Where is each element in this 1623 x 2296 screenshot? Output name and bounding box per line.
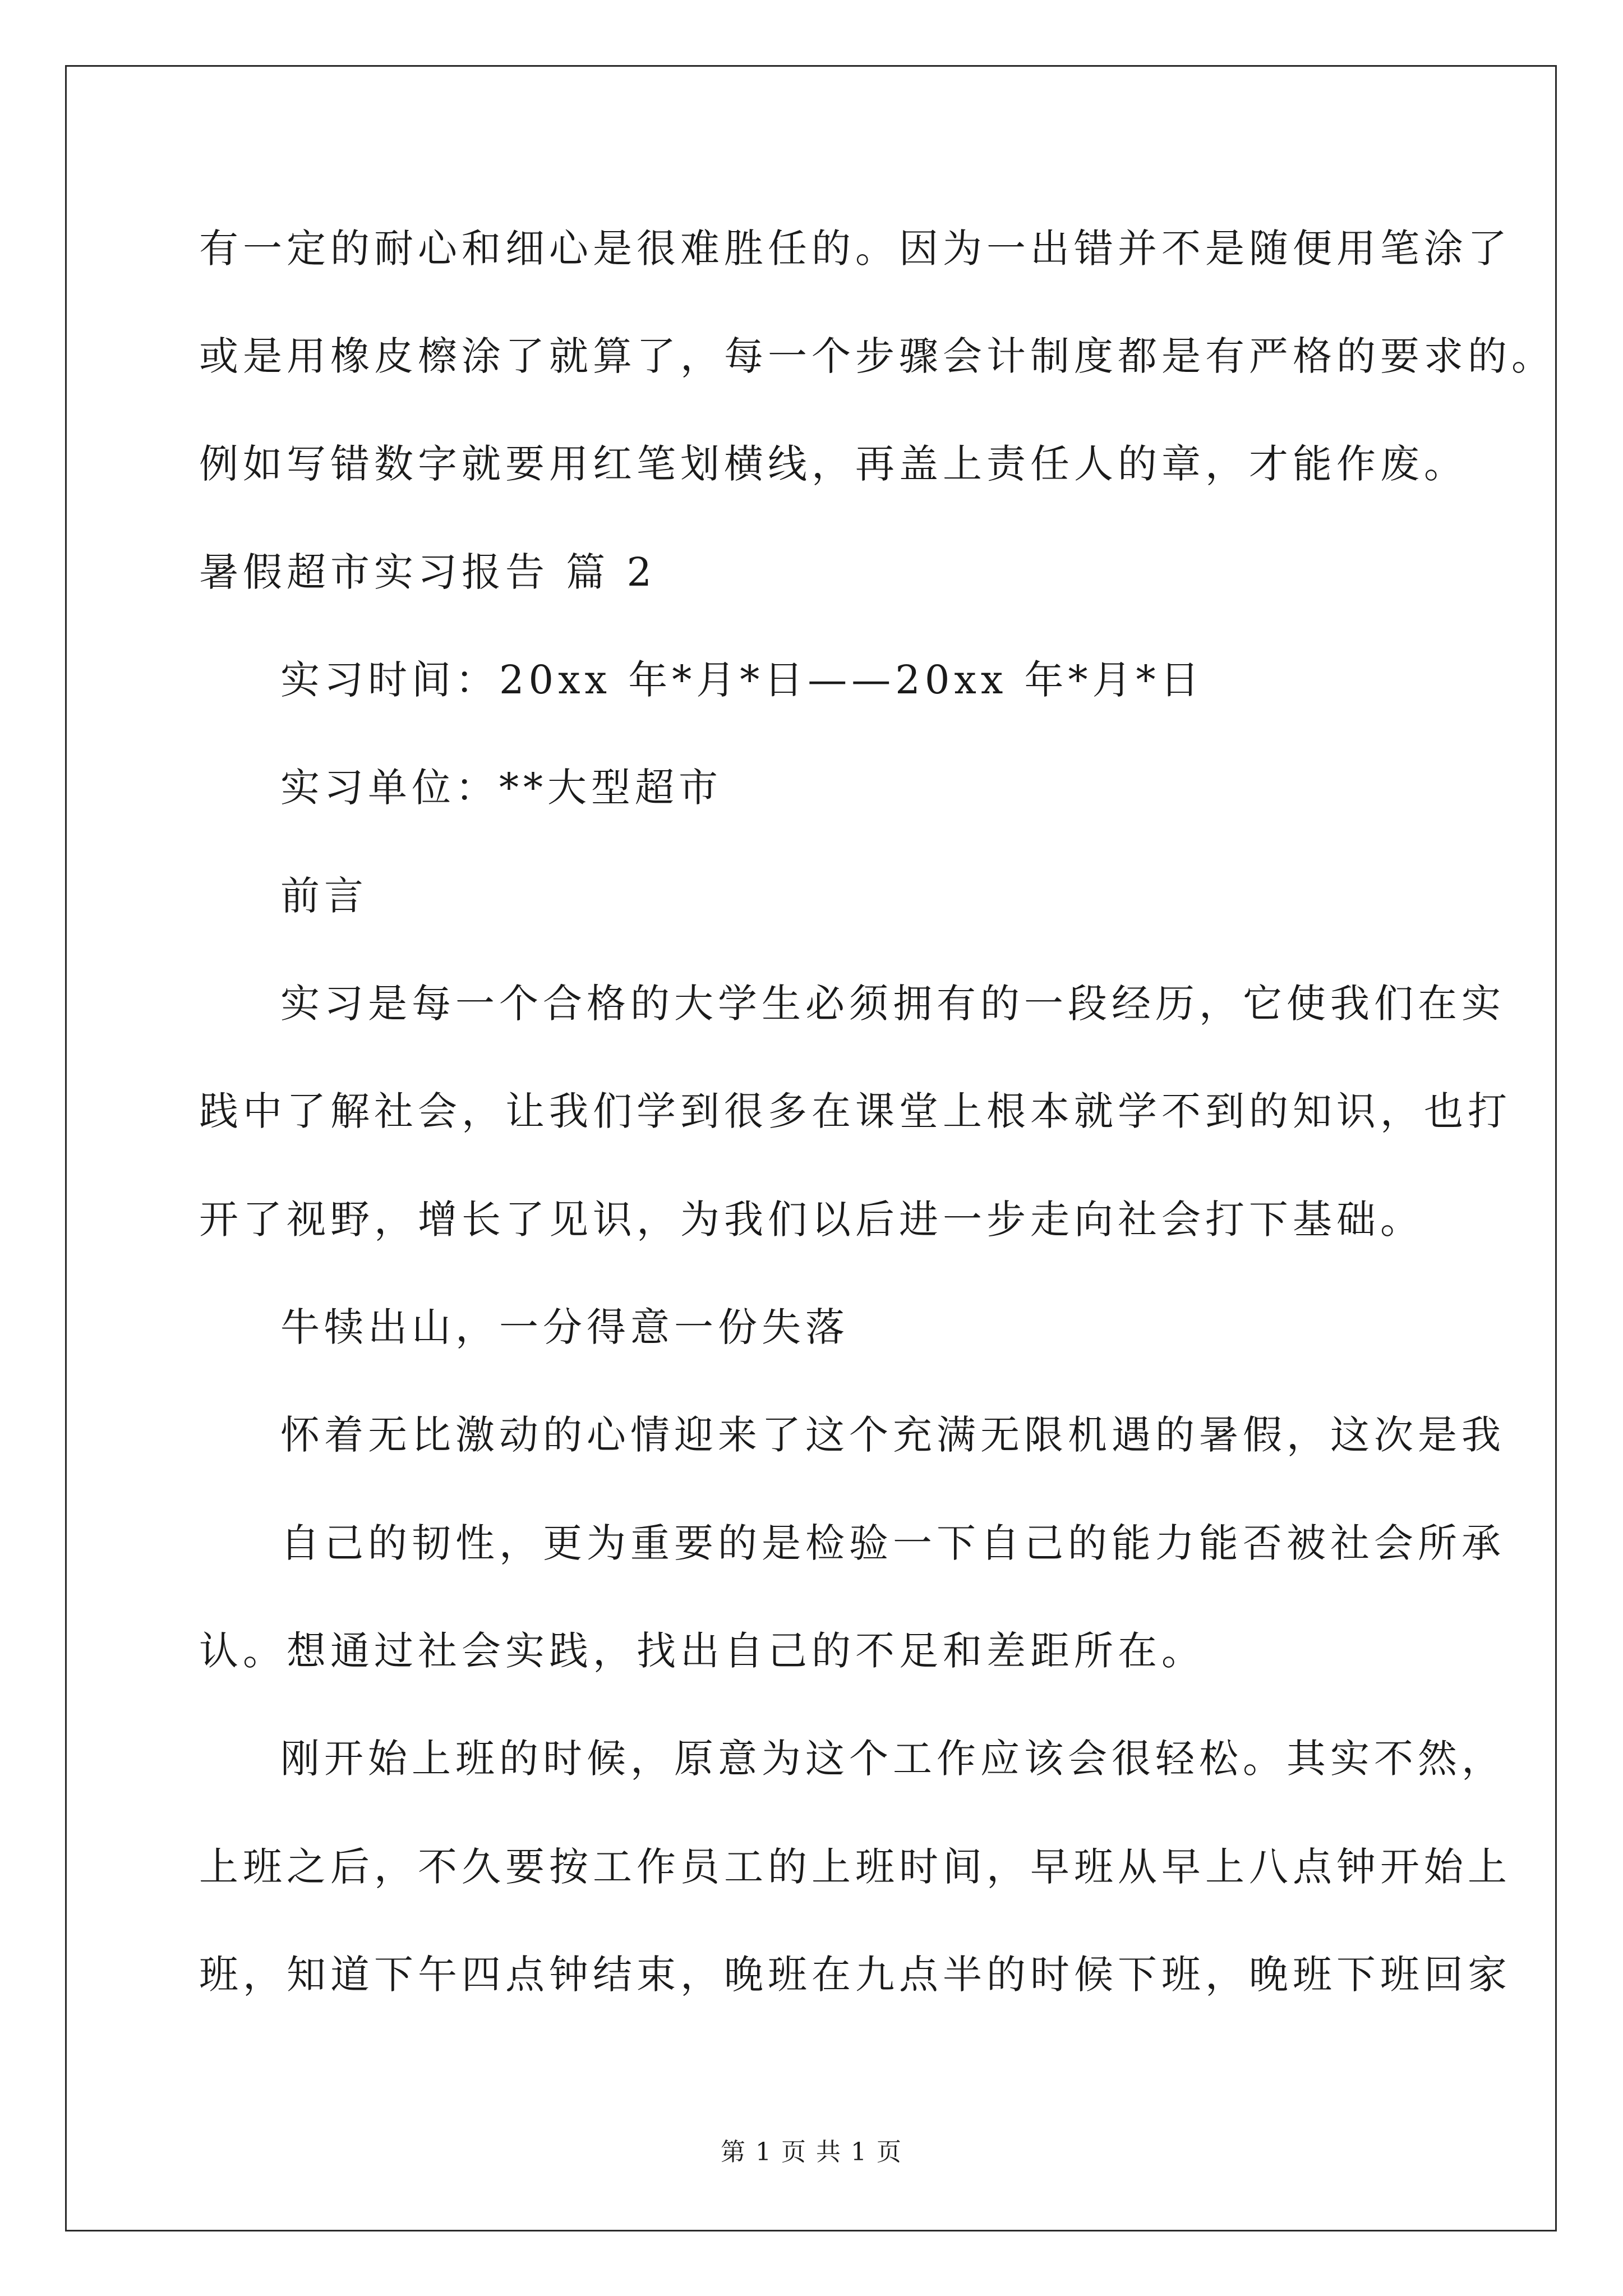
page-footer: 第 1 页 共 1 页 <box>721 2138 902 2166</box>
body-text-line: 例如写错数字就要用红笔划横线，再盖上责任人的章，才能作废。 <box>199 441 1468 487</box>
body-text-line: 自己的韧性，更为重要的是检验一下自己的能力能否被社会所承 <box>280 1520 1505 1566</box>
body-text-line: 上班之后，不久要按工作员工的上班时间，早班从早上八点钟开始上 <box>199 1844 1511 1890</box>
page-border <box>65 65 1557 2231</box>
body-text-line: 或是用橡皮檫涂了就算了，每一个步骤会计制度都是有严格的要求的。 <box>199 333 1555 379</box>
preface-heading: 前言 <box>280 873 368 919</box>
body-text-line: 实习是每一个合格的大学生必须拥有的一段经历，它使我们在实 <box>280 981 1505 1027</box>
internship-period: 实习时间：20xx 年*月*日——20xx 年*月*日 <box>280 657 1204 703</box>
body-text-line: 认。想通过社会实践，找出自己的不足和差距所在。 <box>199 1628 1205 1674</box>
internship-unit: 实习单位：**大型超市 <box>280 765 722 811</box>
body-text-line: 怀着无比激动的心情迎来了这个充满无限机遇的暑假，这次是我 <box>280 1412 1505 1458</box>
body-text-line: 班，知道下午四点钟结束，晚班在九点半的时候下班，晚班下班回家 <box>199 1952 1511 1998</box>
body-text-line: 刚开始上班的时候，原意为这个工作应该会很轻松。其实不然， <box>280 1736 1505 1782</box>
body-text-line: 开了视野，增长了见识，为我们以后进一步走向社会打下基础。 <box>199 1197 1424 1243</box>
section-heading: 暑假超市实习报告 篇 2 <box>199 549 657 595</box>
body-text-line: 有一定的耐心和细心是很难胜任的。因为一出错并不是随便用笔涂了 <box>199 226 1511 272</box>
body-text-line: 践中了解社会，让我们学到很多在课堂上根本就学不到的知识，也打 <box>199 1088 1511 1134</box>
subheading: 牛犊出山，一分得意一份失落 <box>280 1304 849 1350</box>
